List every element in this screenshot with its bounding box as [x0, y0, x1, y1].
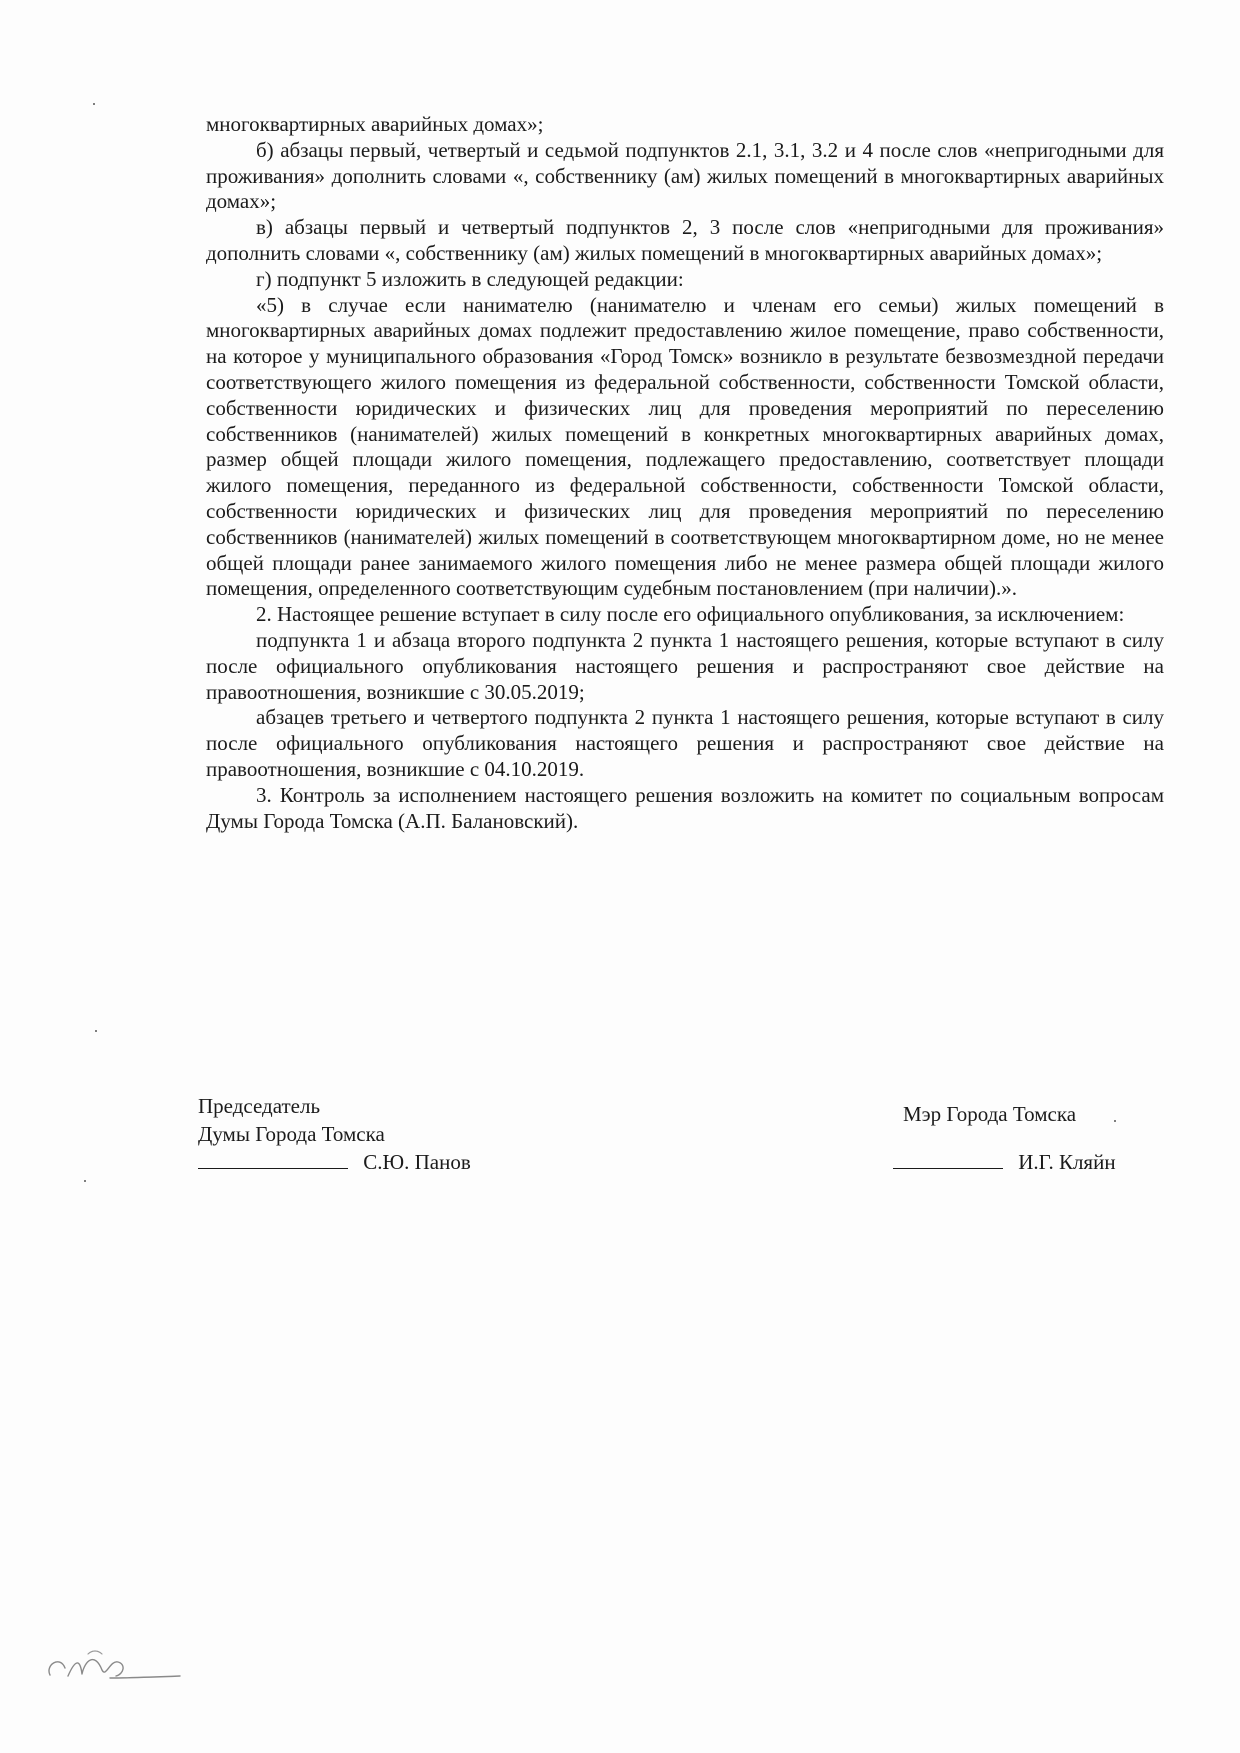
paragraph-exception-2: абзацев третьего и четвертого подпункта 2 пункта 1 настоящего решения, которые вступают в силу после официального опубликования настоящего решения и распространяют свое действие на правоотношения, возникшие с 04.10.2019.: [206, 705, 1164, 781]
chairman-title-line2: Думы Города Томска: [198, 1122, 385, 1146]
paragraph-v: в) абзацы первый и четвертый подпунктов 2, 3 после слов «непригодными для проживания» дополнить словами «, собственнику (ам) жилых помещений в многоквартирных аварийных домах»;: [206, 215, 1164, 265]
chairman-name: С.Ю. Панов: [363, 1150, 471, 1174]
scan-speck: [1114, 1120, 1116, 1122]
paragraph-point-2: 2. Настоящее решение вступает в силу после его официального опубликования, за исключением:: [256, 602, 1125, 627]
paragraph-continuation: многоквартирных аварийных домах»;: [206, 112, 544, 136]
scan-speck: [95, 1030, 97, 1032]
mayor-name: И.Г. Кляйн: [1018, 1150, 1116, 1174]
mayor-signature-line: [893, 1149, 1003, 1169]
signature-block-mayor: [903, 1100, 1116, 1176]
document-body: [206, 112, 1164, 834]
paragraph-g: г) подпункт 5 изложить в следующей редакции:: [256, 266, 684, 291]
paragraph-point-3: 3. Контроль за исполнением настоящего решения возложить на комитет по социальным вопросам Думы Города Томска (А.П. Балановский).: [206, 782, 1164, 833]
chairman-signature-row: [198, 1148, 471, 1176]
paragraph-subpoint-5: «5) в случае если нанимателю (нанимателю и членам его семьи) жилых помещений в многоквартирных аварийных домах подлежит предоставлению жилое помещение, право собственности, на которое у муниципального образования «Город Томск» возникло в результате безвозмездной передачи соответствующего жилого помещения из федеральной собственности, собственности Томской области, собственности юридических и физических лиц для проведения мероприятий по переселению собственников (нанимателей) жилых помещений в конкретных многоквартирных аварийных домах, размер общей площади жилого помещения, подлежащего предоставлению, соответствует площади жилого помещения, переданного из федеральной собственности, собственности Томской области, собственности юридических и физических лиц для проведения мероприятий по переселению собственников (нанимателей) жилых помещений в соответствующем многоквартирном доме, но не менее общей площади ранее занимаемого жилого помещения либо не менее размера общей площади жилого помещения, определенного соответствующим судебным постановлением (при наличии).».: [206, 292, 1164, 601]
paragraph-b: б) абзацы первый, четвертый и седьмой подпунктов 2.1, 3.1, 3.2 и 4 после слов «непригодными для проживания» дополнить словами «, собственнику (ам) жилых помещений в многоквартирных аварийных домах»;: [206, 137, 1164, 214]
handwritten-initials-mark: [40, 1640, 190, 1690]
mayor-signature-row: [893, 1148, 1116, 1176]
chairman-title-line1: Председатель: [198, 1094, 321, 1118]
scan-speck: [84, 1180, 86, 1182]
scan-speck: [93, 103, 95, 105]
paragraph-exception-1: подпункта 1 и абзаца второго подпункта 2 пункта 1 настоящего решения, которые вступают в силу после официального опубликования настоящего решения и распространяют свое действие на правоотношения, возникшие с 30.05.2019;: [206, 627, 1164, 704]
signature-block-chairman: [198, 1092, 471, 1176]
chairman-signature-line: [198, 1149, 348, 1169]
mayor-title: Мэр Города Томска: [903, 1102, 1077, 1126]
